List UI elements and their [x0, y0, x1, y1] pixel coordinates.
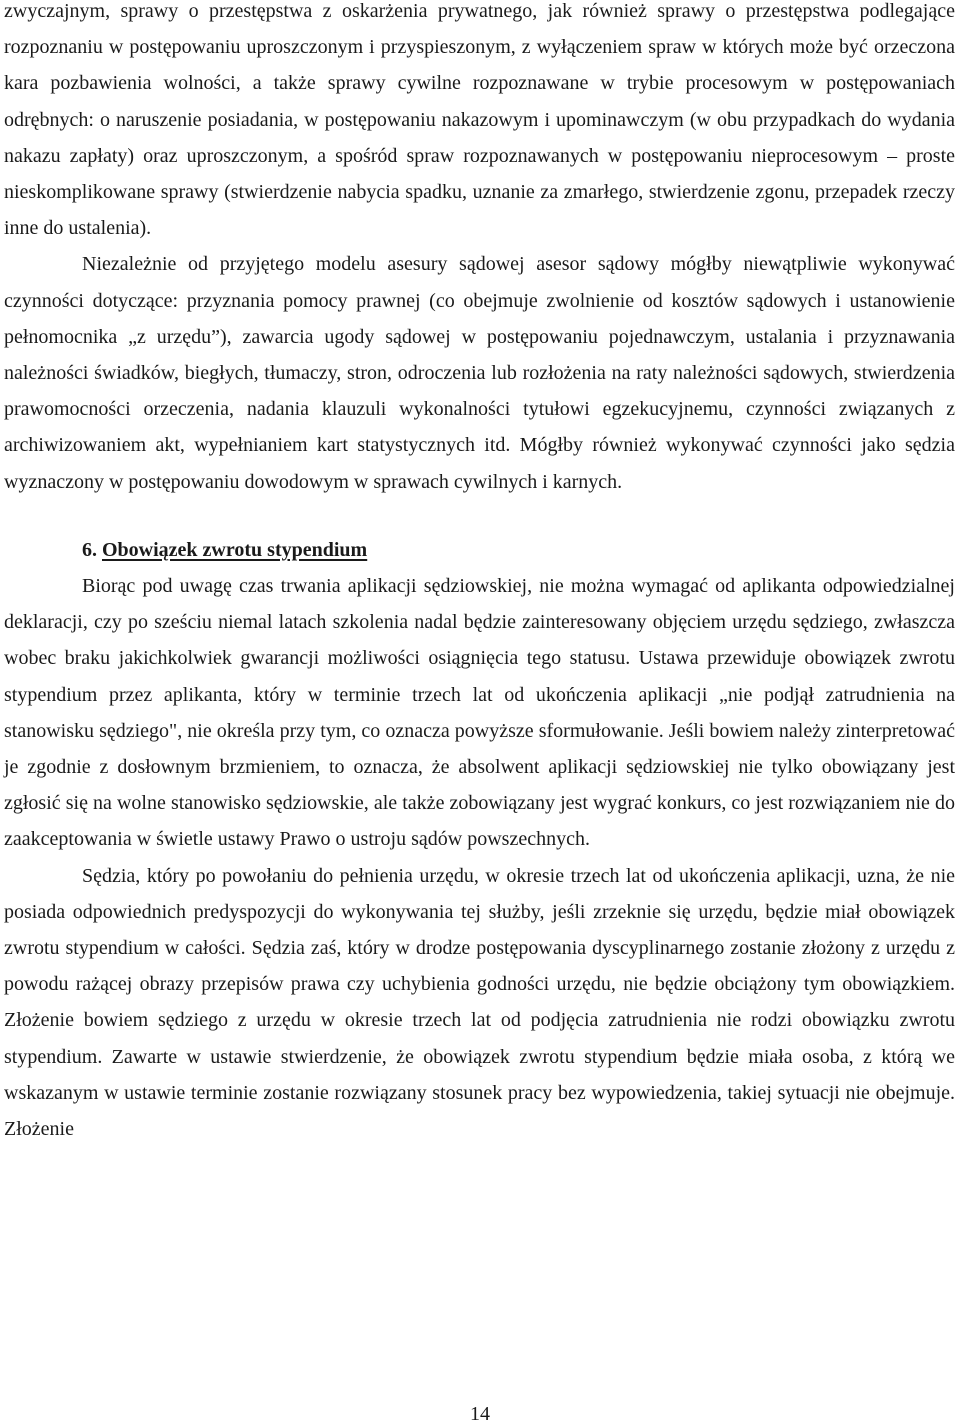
- paragraph-stipend-obligation: Biorąc pod uwagę czas trwania aplikacji sędziowskiej, nie można wymagać od aplikanta odpowiedzialnej deklaracji, czy po sześciu niemal latach szkolenia nadal będzie zainteresowany objęciem urzędu sędziego, zwłaszcza wobec braku jakichkolwiek gwarancji możliwości osiągnięcia tego statusu. Ustawa przewiduje obowiązek zwrotu stypendium przez aplikanta, który w terminie trzech lat od ukończenia aplikacji „nie podjął zatrudnienia na stanowisku sędziego", nie określa przy tym, co oznacza powyższe sformułowanie. Jeśli bowiem należy zinterpretować je zgodnie z dosłownym brzmieniem, to oznacza, że absolwent aplikacji sędziowskiej nie tylko obowiązany jest zgłosić się na wolne stanowisko sędziowskie, ale także zobowiązany jest wygrać konkurs, co jest rozwiązaniem nie do zaakceptowania w świetle ustawy Prawo o ustroju sądów powszechnych.: [4, 575, 955, 851]
- section-heading: [4, 532, 955, 568]
- paragraph-judge-resignation: Sędzia, który po powołaniu do pełnienia urzędu, w okresie trzech lat od ukończenia aplikacji, uzna, że nie posiada odpowiednich predyspozycji do wykonywania tej służby, jeśli zrzeknie się urzędu, będzie miał obowiązek zwrotu stypendium w całości. Sędzia zaś, który w drodze postępowania dyscyplinarnego zostanie złożony z urzędu z powodu rażącej obrazy przepisów prawa czy uchybienia godności urzędu, nie będzie obciążony tym obowiązkiem. Złożenie bowiem sędziego z urzędu w okresie trzech lat od podjęcia zatrudnienia nie rodzi obowiązku zwrotu stypendium. Zawarte w ustawie stwierdzenie, że obowiązek zwrotu stypendium będzie miała osoba, z którą we wskazanym w ustawie terminie zostanie rozwiązany stosunek pracy bez wypowiedzenia, takiej sytuacji nie obejmuje. Złożenie: [4, 864, 955, 1141]
- page-number: 14: [470, 1403, 490, 1425]
- paragraph-asesor-duties: Niezależnie od przyjętego modelu asesury sądowej asesor sądowy mógłby niewątpliwie wykonywać czynności dotyczące: przyznania pomocy prawnej (co obejmuje zwolnienie od kosztów sądowych i ustanowienie pełnomocnika „z urzędu”), zawarcia ugody sądowej w postępowaniu pojednawczym, ustalania i przyznawania należności świadków, biegłych, tłumaczy, stron, odroczenia lub rozłożenia na raty należności sądowych, stwierdzenia prawomocności orzeczenia, nadania klauzuli wykonalności tytułowi egzekucyjnemu, czynności związanych z archiwizowaniem akt, wypełnianiem kart statystycznych itd. Mógłby również wykonywać czynności jako sędzia wyznaczony w postępowaniu dowodowym w sprawach cywilnych i karnych.: [4, 253, 955, 493]
- document-page: [4, 0, 955, 1147]
- paragraph-continuation: zwyczajnym, sprawy o przestępstwa z oskarżenia prywatnego, jak również sprawy o przestępstwa podlegające rozpoznaniu w postępowaniu uproszczonym i przyspieszonym, z wyłączeniem spraw w których może być orzeczona kara pozbawienia wolności, a także sprawy cywilne rozpoznawane w trybie procesowym w postępowaniach odrębnych: o naruszenie posiadania, w postępowaniu nakazowym i upominawczym (w obu przypadkach do wydania nakazu zapłaty) oraz uproszczonym, a spośród spraw rozpoznawanych w postępowaniu nieprocesowym – proste nieskomplikowane sprawy (stwierdzenie nabycia spadku, uznanie za zmarłego, stwierdzenie zgonu, przepadek rzeczy inne do ustalenia).: [4, 0, 955, 240]
- section-number: 6.: [82, 538, 97, 561]
- section-title: Obowiązek zwrotu stypendium: [102, 538, 368, 561]
